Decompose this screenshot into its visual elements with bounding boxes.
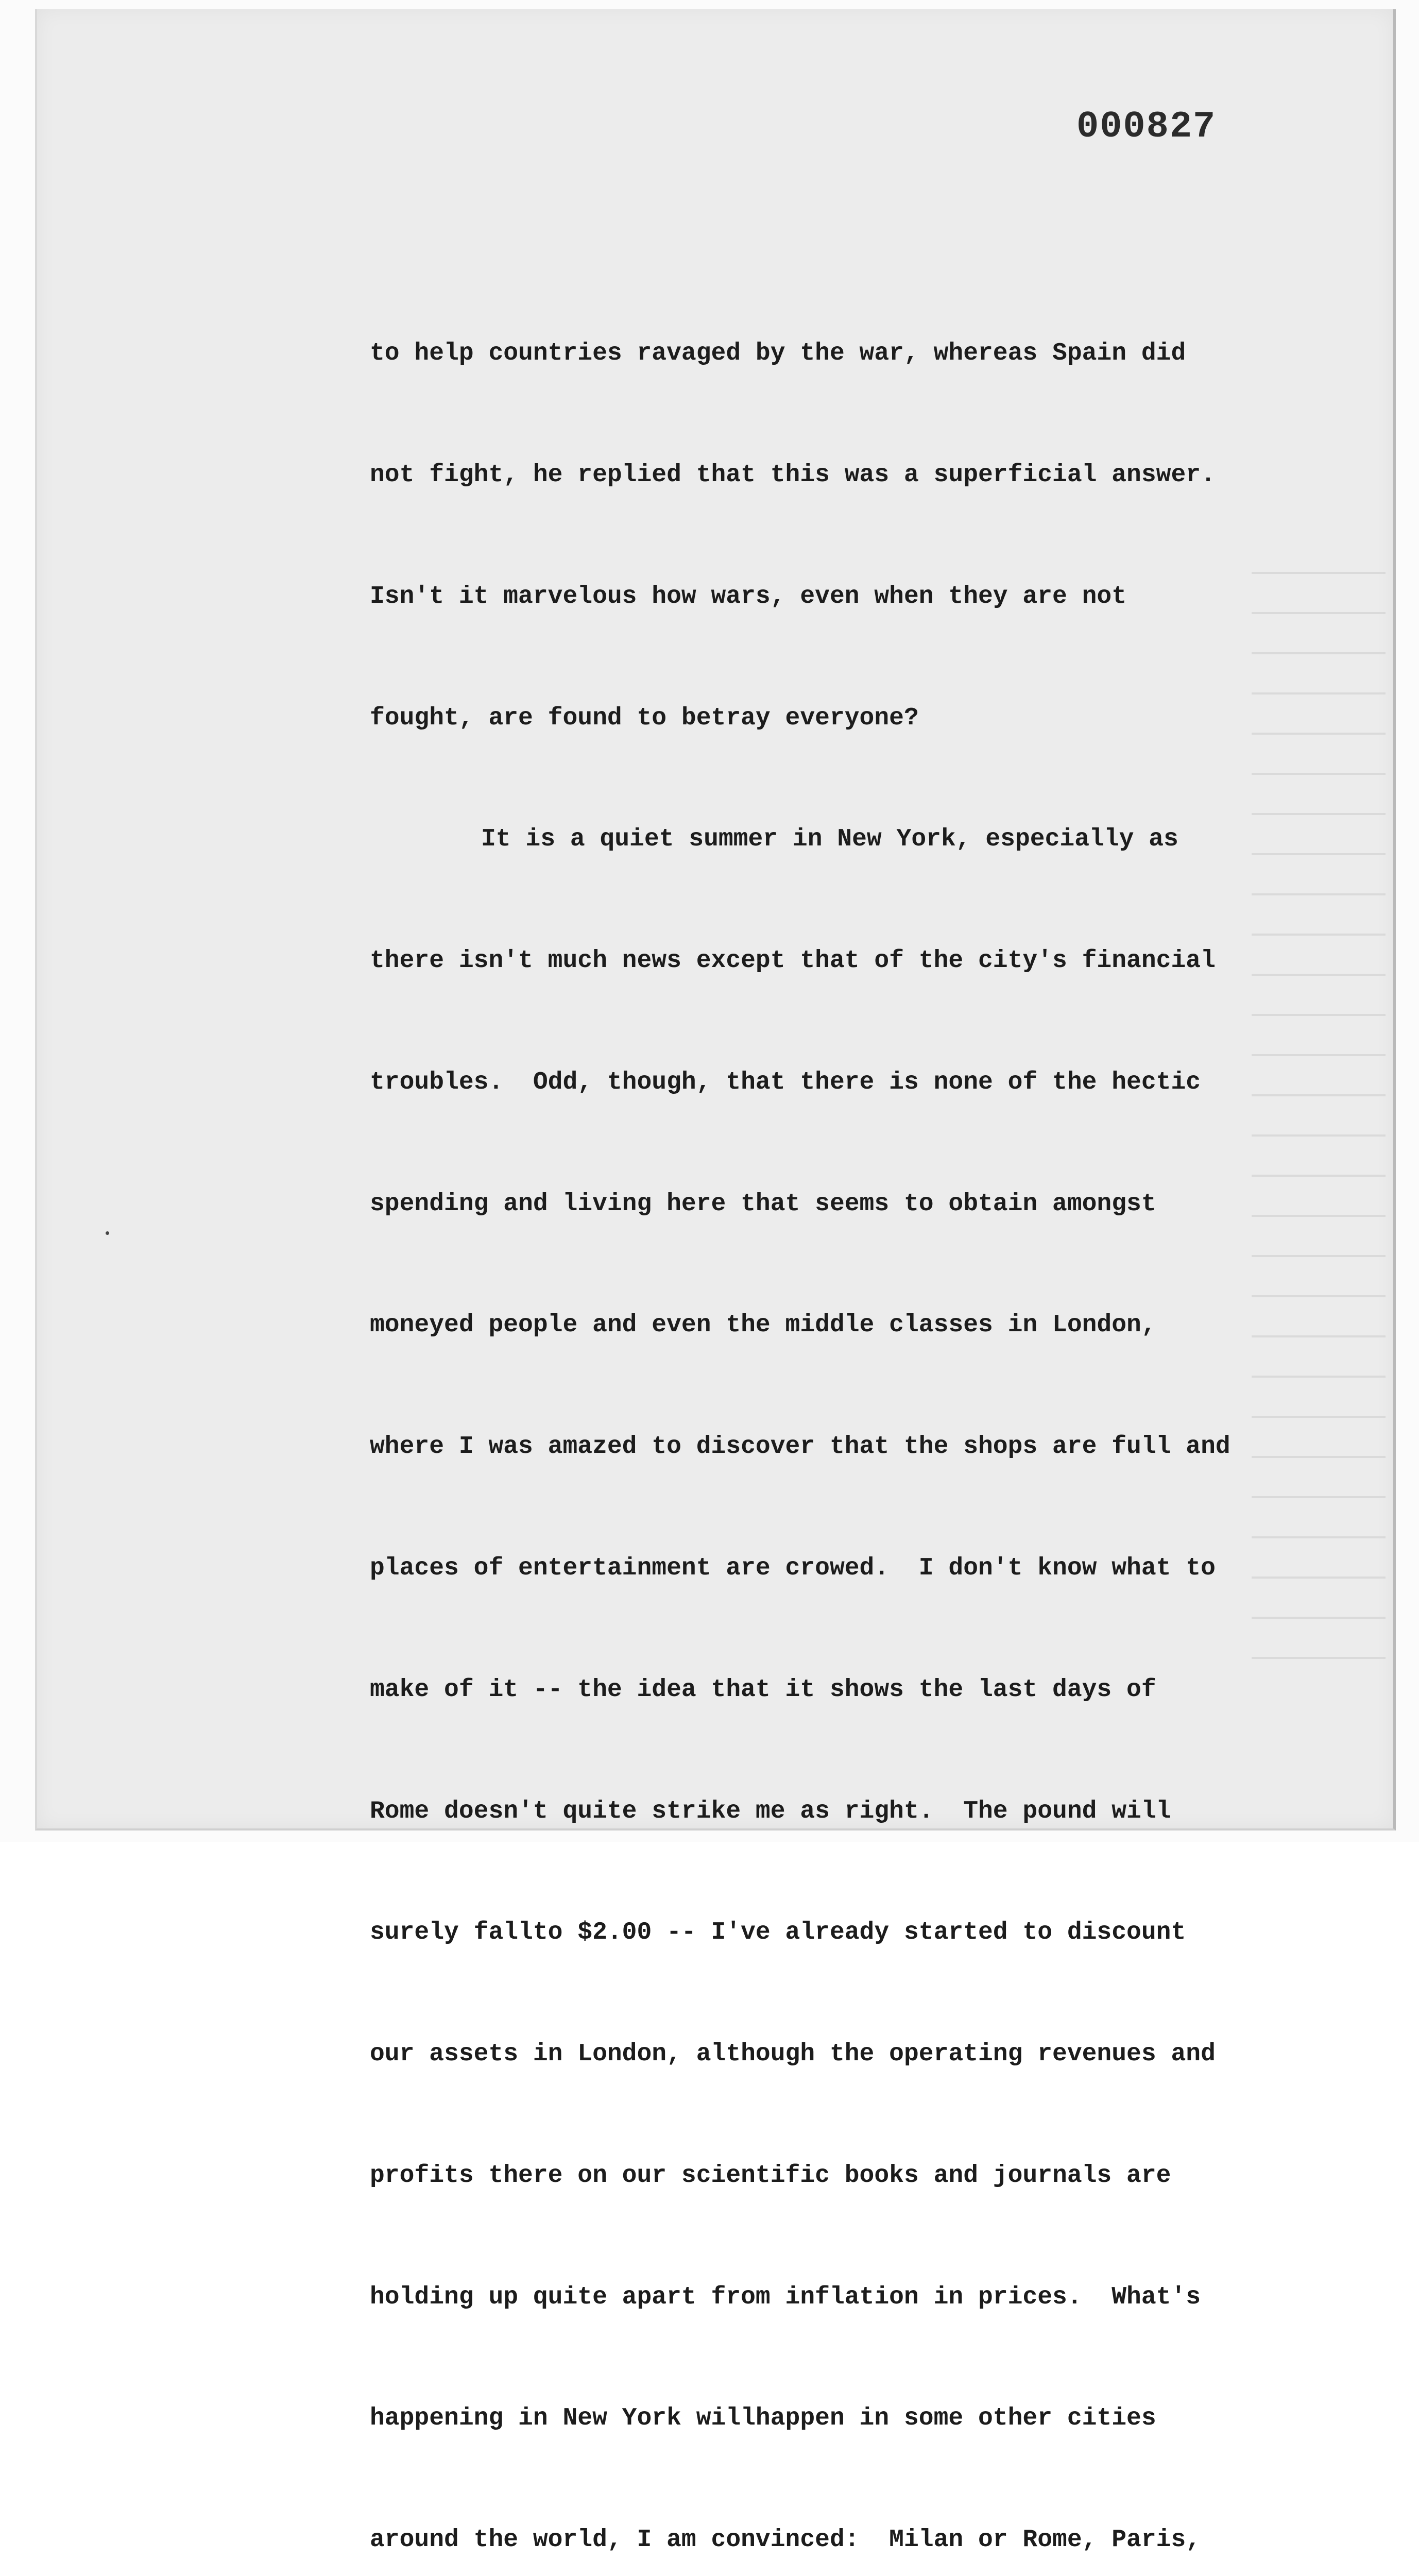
page-number: 000827 [1076, 106, 1217, 148]
text-line: profits there on our scientific books and journals are [370, 2161, 1171, 2190]
text-line: Rome doesn't quite strike me as right. The pound will [370, 1797, 1171, 1825]
text-line: our assets in London, although the operating revenues and [370, 2040, 1216, 2069]
text-line: around the world, I am convinced: Milan or Rome, Paris, [370, 2526, 1201, 2554]
paragraph-first-line: It is a quiet summer in New York, especially as [481, 825, 1178, 854]
text-line: to help countries ravaged by the war, whereas Spain did [370, 340, 1186, 368]
text-line: not fight, he replied that this was a superficial answer. [370, 461, 1216, 489]
text-line: surely fallto $2.00 -- I've already started to discount [370, 1919, 1186, 1947]
text-line: moneyed people and even the middle classes in London, [370, 1311, 1156, 1340]
text-line: make of it -- the idea that it shows the last days of [370, 1675, 1156, 1704]
text-line: there isn't much news except that of the city's financial [370, 947, 1216, 975]
text-line: fought, are found to betray everyone? [370, 704, 919, 732]
text-line: places of entertainment are crowed. I don't know what to [370, 1554, 1216, 1582]
text-line: happening in New York willhappen in some other cities [370, 2404, 1156, 2433]
letter-body [370, 252, 1323, 2576]
text-line: troubles. Odd, though, that there is none of the hectic [370, 1068, 1201, 1096]
text-line: Isn't it marvelous how wars, even when they are not [370, 582, 1127, 611]
text-line: spending and living here that seems to obtain amongst [370, 1190, 1156, 1218]
text-line: holding up quite apart from inflation in prices. What's [370, 2283, 1201, 2311]
text-line: where I was amazed to discover that the shops are full and [370, 1433, 1230, 1461]
dust-speck [106, 1231, 109, 1235]
